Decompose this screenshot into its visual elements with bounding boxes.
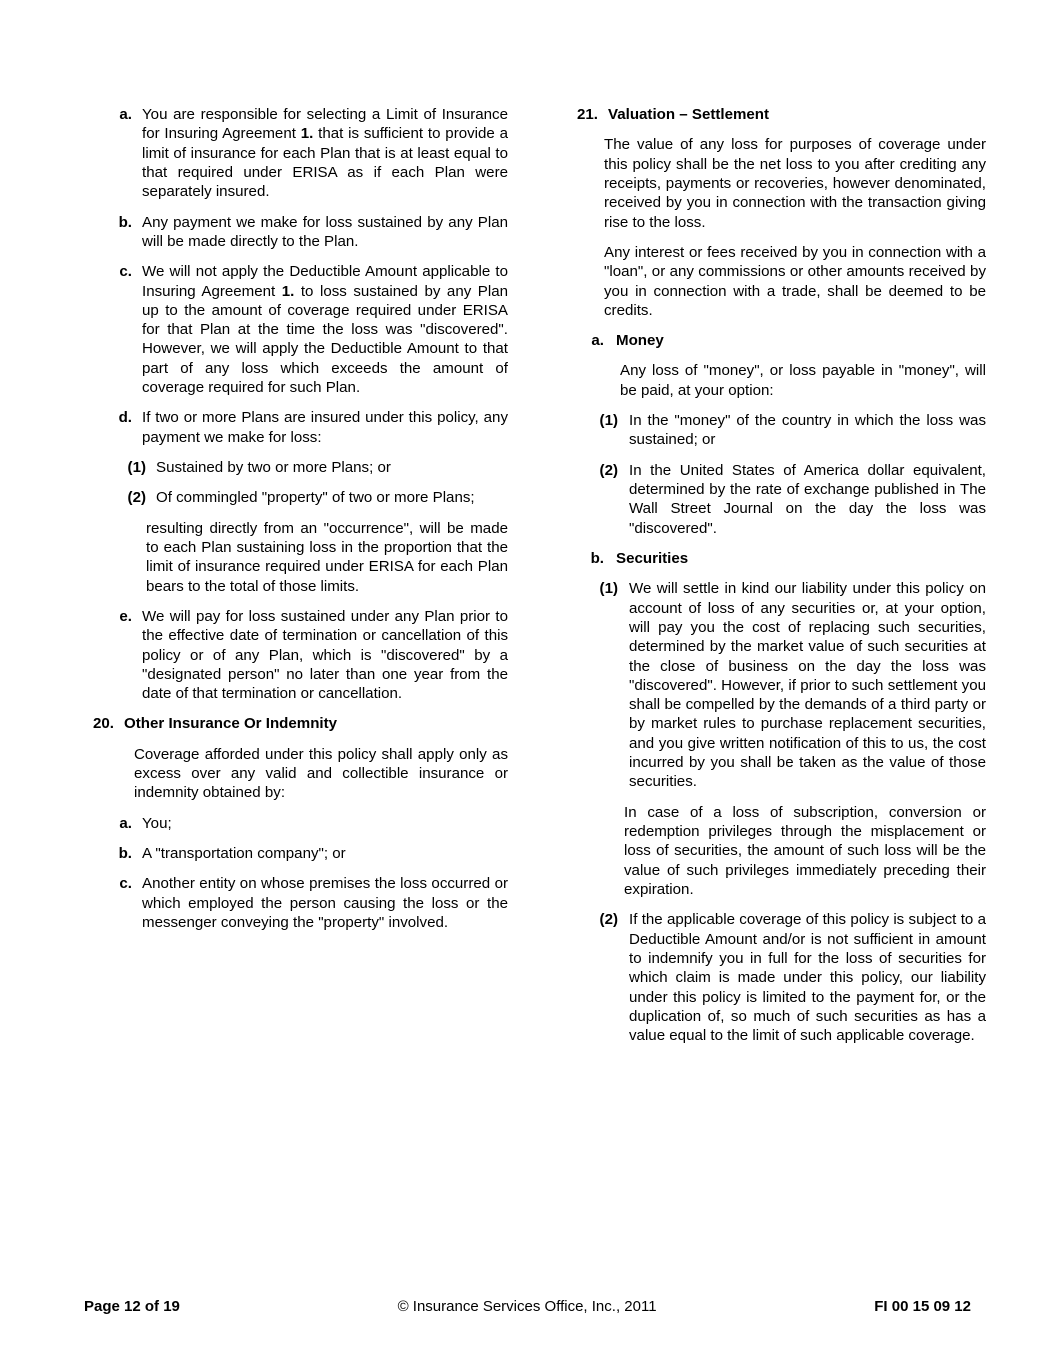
body-text: We will pay for loss sustained under any Plan prior to the effective date of termination or cancellation of this policy or of any Plan, which is "discovered" by a "designated person" no later than one year from the date of that termination or cancellation. [142,607,508,703]
list-item [84,814,508,833]
body-text: You; [142,814,172,832]
list-item-text [132,105,508,202]
emphasis-text: 1. [281,282,295,300]
list-marker: e. [119,607,132,625]
body-text: You are responsible for selecting a Limit of Insurance for Insuring Agreement [142,106,508,143]
list-marker: a. [591,332,604,350]
body-text: The value of any loss for purposes of coverage under this policy shall be the net loss to you after crediting any receipts, payments or recoveries, however denominated, received by you in connection with the transaction giving rise to the loss. [604,136,986,231]
list-item [84,408,508,447]
numbered-heading [562,549,986,568]
list-marker: (1) [599,580,618,598]
numbered-heading [562,105,986,124]
list-item-text [132,213,508,252]
body-text: Another entity on whose premises the loss occurred or which employed the person causing the loss or the messenger conveying the "property" involved. [142,875,508,931]
list-marker: 21. [577,106,598,123]
left-text-column [84,105,508,943]
page-footer [84,1298,971,1315]
body-text: In case of a loss of subscription, conversion or redemption privileges through the misplacement or loss of securities, the amount of such loss will be the value of such privileges immediately preceding their expiration. [624,803,986,898]
emphasis-text: Valuation – Settlement [608,106,770,123]
list-marker: c. [119,263,132,281]
body-text: We will not apply the Deductible Amount applicable to Insuring Agreement [142,263,508,300]
body-text: Any payment we make for loss sustained by any Plan will be made directly to the Plan. [142,213,508,250]
list-item [84,488,508,507]
list-item [84,874,508,932]
section-paragraph [562,243,986,320]
list-item-text [132,814,508,833]
list-marker: c. [119,875,132,893]
list-marker: d. [118,409,132,427]
body-text: to loss sustained by any Plan up to the amount of coverage required under ERISA for that Plan at the time the loss was "discovered". However, we will apply the Deductible Amount to that part of any loss which exceeds the amount of coverage required for such Plan. [142,282,508,397]
list-item [84,458,508,477]
heading-text [598,105,986,124]
body-text: Of commingled "property" of two or more Plans; [156,489,475,507]
list-item [562,461,986,538]
list-marker: (1) [599,412,618,430]
emphasis-text: 1. [300,125,314,143]
list-marker: (1) [127,459,146,476]
list-item-text [146,488,508,507]
two-column-layout [84,105,986,1056]
body-text: If the applicable coverage of this policy is subject to a Deductible Amount and/or is not sufficient in amount to indemnify you in full for the loss of securities for which claim is made under this policy, our liability under this policy is limited to the payment for, or the duplication of, so much of such securities as has a value equal to the limit of such applicable coverage. [629,911,986,1045]
list-item [84,607,508,704]
body-text: We will settle in kind our liability under this policy on account of loss of any securities or, at your option, will pay you the cost of replacing such securities, determined by the market value of such securities at the close of business on the day the loss was "discovered". However, if prior to such settlement you shall be compelled by the demands of a third party or by market rules to purchase replacement securities, and you give written notification of this to us, the cost incurred by you shall be taken as the value of those securities. [629,580,986,791]
body-text: A "transportation company"; or [142,845,346,862]
heading-text [604,549,986,568]
list-item [562,579,986,791]
list-item-text [618,910,986,1045]
right-text-column [562,105,986,1056]
body-text: Sustained by two or more Plans; or [156,459,391,476]
body-text: If two or more Plans are insured under this policy, any payment we make for loss: [142,409,508,446]
emphasis-text: Securities [616,549,689,567]
section-paragraph [84,745,508,803]
body-text: Any interest or fees received by you in connection with a "loan", or any commissions or other amounts received by you in connection with a trade, shall be deemed to be credits. [604,243,986,319]
list-item-text [132,408,508,447]
list-marker: (2) [599,911,618,929]
list-marker: b. [118,213,132,231]
list-item-text [132,262,508,397]
footer-copyright: © Insurance Services Office, Inc., 2011 [397,1298,657,1315]
paragraph [562,803,986,900]
list-item-text [132,607,508,704]
list-marker: (2) [127,489,146,507]
heading-text [604,331,986,350]
body-text: that is sufficient to provide a limit of insurance for each Plan that is at least equal to that required under ERISA as if each Plan were separately insured. [142,125,508,201]
list-item-text [132,874,508,932]
footer-form-number: FI 00 15 09 12 [874,1298,971,1315]
list-item-text [618,461,986,538]
list-item [84,105,508,202]
list-item [562,411,986,450]
emphasis-text: Other Insurance Or Indemnity [124,715,338,733]
heading-text [114,714,508,733]
numbered-heading [84,714,508,733]
list-marker: b. [590,549,604,567]
footer-page-number: Page 12 of 19 [84,1298,180,1315]
list-marker: a. [119,814,132,832]
list-item [84,213,508,252]
body-text: In the "money" of the country in which the loss was sustained; or [629,412,986,449]
list-marker: (2) [599,461,618,479]
list-item [84,262,508,397]
list-marker: a. [119,106,132,123]
list-item-text [146,458,508,477]
list-item-text [132,844,508,863]
body-text: resulting directly from an "occurrence", will be made to each Plan sustaining loss in the proportion that the limit of insurance required under ERISA for each Plan bears to the total of those limits. [146,519,508,595]
body-text: Any loss of "money", or loss payable in "money", will be paid, at your option: [620,362,986,399]
emphasis-text: Money [616,332,664,350]
list-item [84,844,508,863]
list-marker: b. [118,845,132,862]
body-text: In the United States of America dollar equivalent, determined by the rate of exchange published in The Wall Street Journal on the day the loss was "discovered". [629,461,986,537]
paragraph [84,519,508,596]
list-marker: 20. [93,715,114,733]
section-paragraph [562,135,986,232]
paragraph [562,361,986,400]
list-item-text [618,579,986,791]
list-item [562,910,986,1045]
list-item-text [618,411,986,450]
numbered-heading [562,331,986,350]
body-text: Coverage afforded under this policy shall apply only as excess over any valid and collectible insurance or indemnity obtained by: [134,745,508,802]
